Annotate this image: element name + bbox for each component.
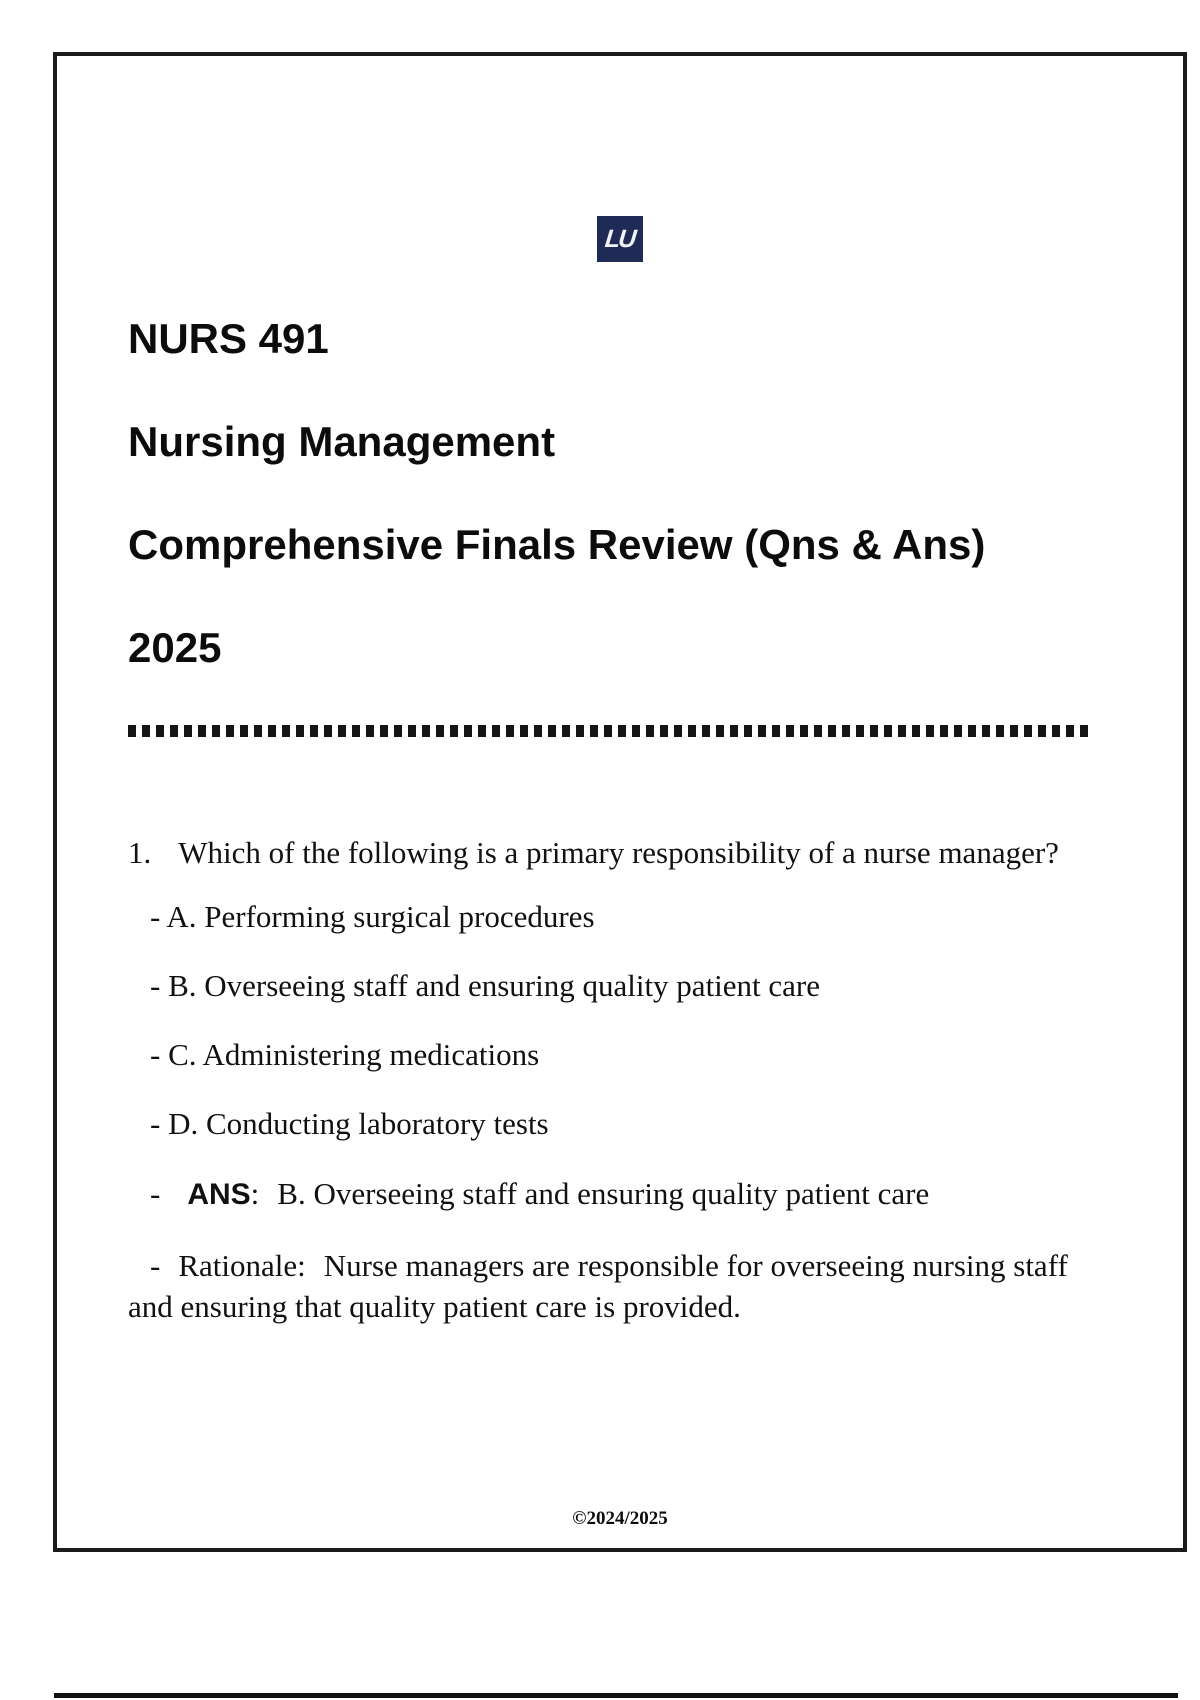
copyright-footer: ©2024/2025 (572, 1508, 668, 1529)
logo-text: LU (603, 224, 637, 253)
answer-text: B. Overseeing staff and ensuring quality patient care (277, 1175, 930, 1211)
question-number: 1. (128, 835, 152, 870)
rationale-dash: - (150, 1247, 161, 1283)
answer-line (128, 1174, 1096, 1214)
next-page-top-border (54, 1693, 1178, 1698)
question-text (128, 830, 1096, 877)
subject-heading: Nursing Management (128, 418, 556, 465)
rationale-label: Rationale: (178, 1247, 306, 1283)
dotted-divider (128, 725, 1092, 737)
answer-dash: - (150, 1175, 161, 1211)
document-title-heading: Comprehensive Finals Review (Qns & Ans) (128, 521, 986, 568)
question-body: Which of the following is a primary responsibility of a nurse manager? (178, 835, 1059, 870)
document-page (53, 52, 1187, 1552)
answer-separator: : (250, 1175, 260, 1211)
option-c: - C. Administering medications (150, 1037, 540, 1073)
option-d: - D. Conducting laboratory tests (150, 1106, 549, 1142)
answer-label: ANS (187, 1177, 251, 1211)
rationale-text: Nurse managers are responsible for overseeing nursing staff and ensuring that quality patient care is provided. (128, 1247, 1068, 1325)
question-1 (128, 830, 1096, 1327)
university-logo (597, 216, 643, 262)
rationale-line (128, 1245, 1096, 1327)
year-heading: 2025 (128, 624, 222, 671)
course-code-heading: NURS 491 (128, 315, 329, 362)
title-block (128, 315, 1183, 671)
option-b: - B. Overseeing staff and ensuring quality patient care (150, 967, 821, 1003)
option-a: - A. Performing surgical procedures (150, 898, 595, 934)
